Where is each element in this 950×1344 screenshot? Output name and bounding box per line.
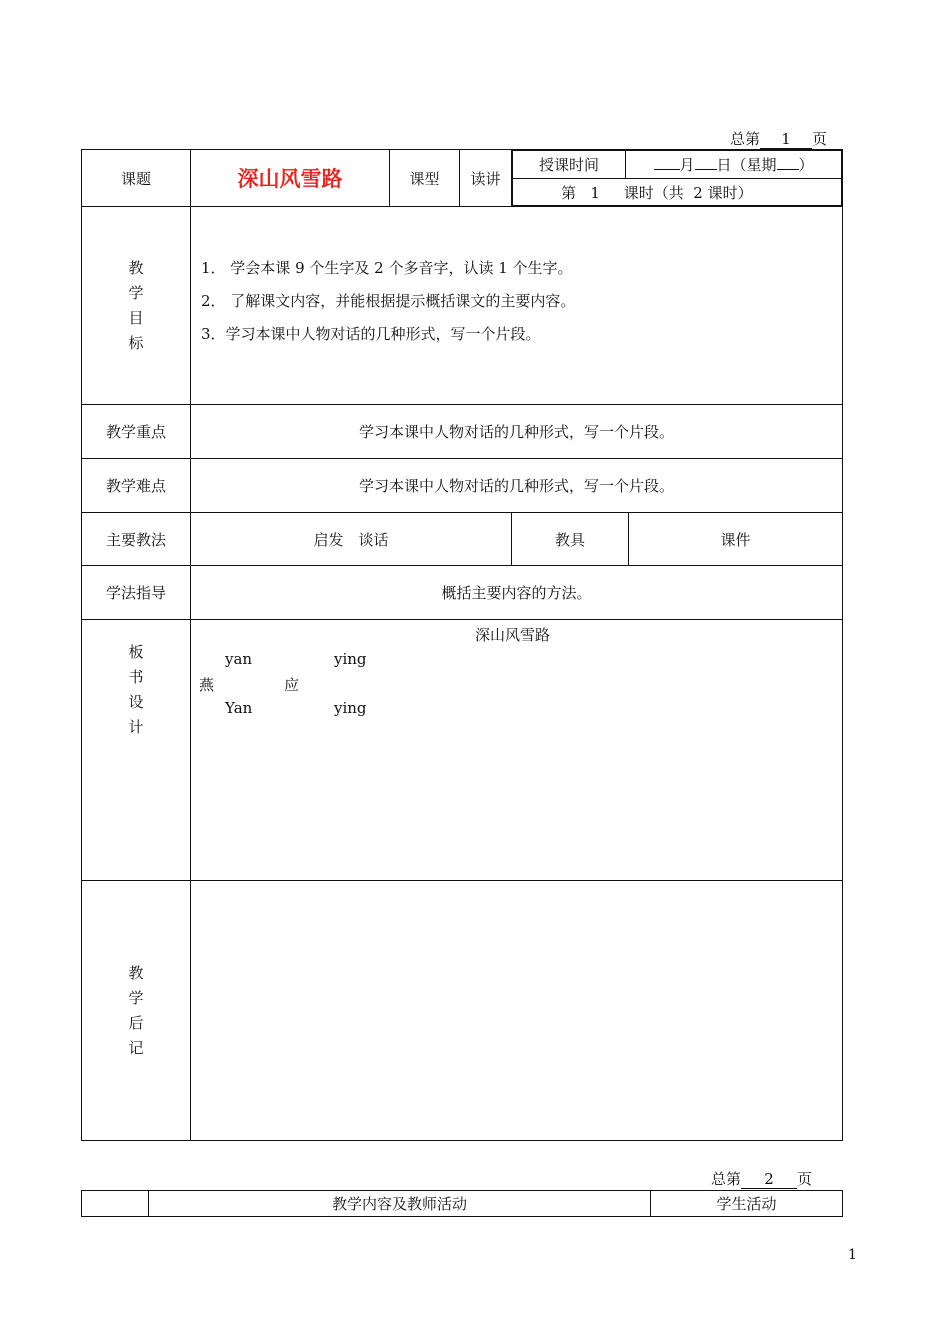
- page-total-prefix: 总第: [711, 1170, 742, 1188]
- difficulty-value: 学习本课中人物对话的几种形式，写一个片段。: [191, 459, 843, 513]
- page-total-prefix: 总第: [730, 130, 761, 148]
- method-value: 启发 谈话: [191, 513, 512, 566]
- goals-label: 教 学 目 标: [82, 207, 191, 405]
- goals-content: [191, 207, 843, 405]
- lesson-period: 第 1 课时（共 2 课时）: [513, 179, 842, 206]
- time-cell: [512, 150, 843, 207]
- tools-label: 教具: [512, 513, 629, 566]
- reflection-content: [191, 881, 843, 1141]
- guidance-value: 概括主要内容的方法。: [191, 566, 843, 620]
- page-number: 1: [848, 1247, 857, 1263]
- page-total-number: 1: [760, 130, 812, 149]
- page-total-2: [711, 1168, 812, 1189]
- goal-item: 2． 了解课文内容，并能根据提示概括课文的主要内容。: [201, 292, 576, 310]
- difficulty-label: 教学难点: [82, 459, 191, 513]
- board-pinyin: ying: [334, 699, 367, 717]
- guidance-label: 学法指导: [82, 566, 191, 620]
- reflection-label: 教 学 后 记: [82, 881, 191, 1141]
- board-pinyin: yan: [225, 650, 253, 668]
- board-char: 应: [284, 676, 300, 694]
- board-pinyin: Yan: [225, 699, 253, 717]
- method-label: 主要教法: [82, 513, 191, 566]
- type-value: 读讲: [460, 150, 512, 207]
- time-subtable: [512, 150, 842, 206]
- board-char: 燕: [199, 676, 215, 694]
- board-title: 深山风雪路: [475, 626, 551, 644]
- goal-item: 3．学习本课中人物对话的几种形式，写一个片段。: [201, 325, 541, 343]
- page-total-suffix: 页: [797, 1170, 813, 1188]
- date-field: 月 日（星期 ）: [626, 151, 842, 179]
- activity-blank-cell: [82, 1191, 149, 1217]
- topic-label: 课题: [82, 150, 191, 207]
- goal-item: 1． 学会本课 9 个生字及 2 个多音字，认读 1 个生字。: [201, 259, 573, 277]
- tools-value: 课件: [629, 513, 843, 566]
- time-label: 授课时间: [513, 151, 626, 179]
- board-pinyin: ying: [334, 650, 367, 668]
- page-total-1: [730, 128, 827, 149]
- lesson-title: 深山风雪路: [237, 166, 343, 191]
- teacher-activity-header: 教学内容及教师活动: [149, 1191, 651, 1217]
- lesson-plan-table: [81, 149, 843, 1141]
- page-total-number: 2: [741, 1170, 797, 1189]
- key-point-value: 学习本课中人物对话的几种形式，写一个片段。: [191, 405, 843, 459]
- student-activity-header: 学生活动: [651, 1191, 843, 1217]
- topic-value: [191, 150, 390, 207]
- page-total-suffix: 页: [812, 130, 828, 148]
- board-label: 板 书 设 计: [82, 620, 191, 881]
- type-label: 课型: [390, 150, 460, 207]
- activity-table: [81, 1190, 843, 1217]
- key-point-label: 教学重点: [82, 405, 191, 459]
- board-content: [191, 620, 843, 881]
